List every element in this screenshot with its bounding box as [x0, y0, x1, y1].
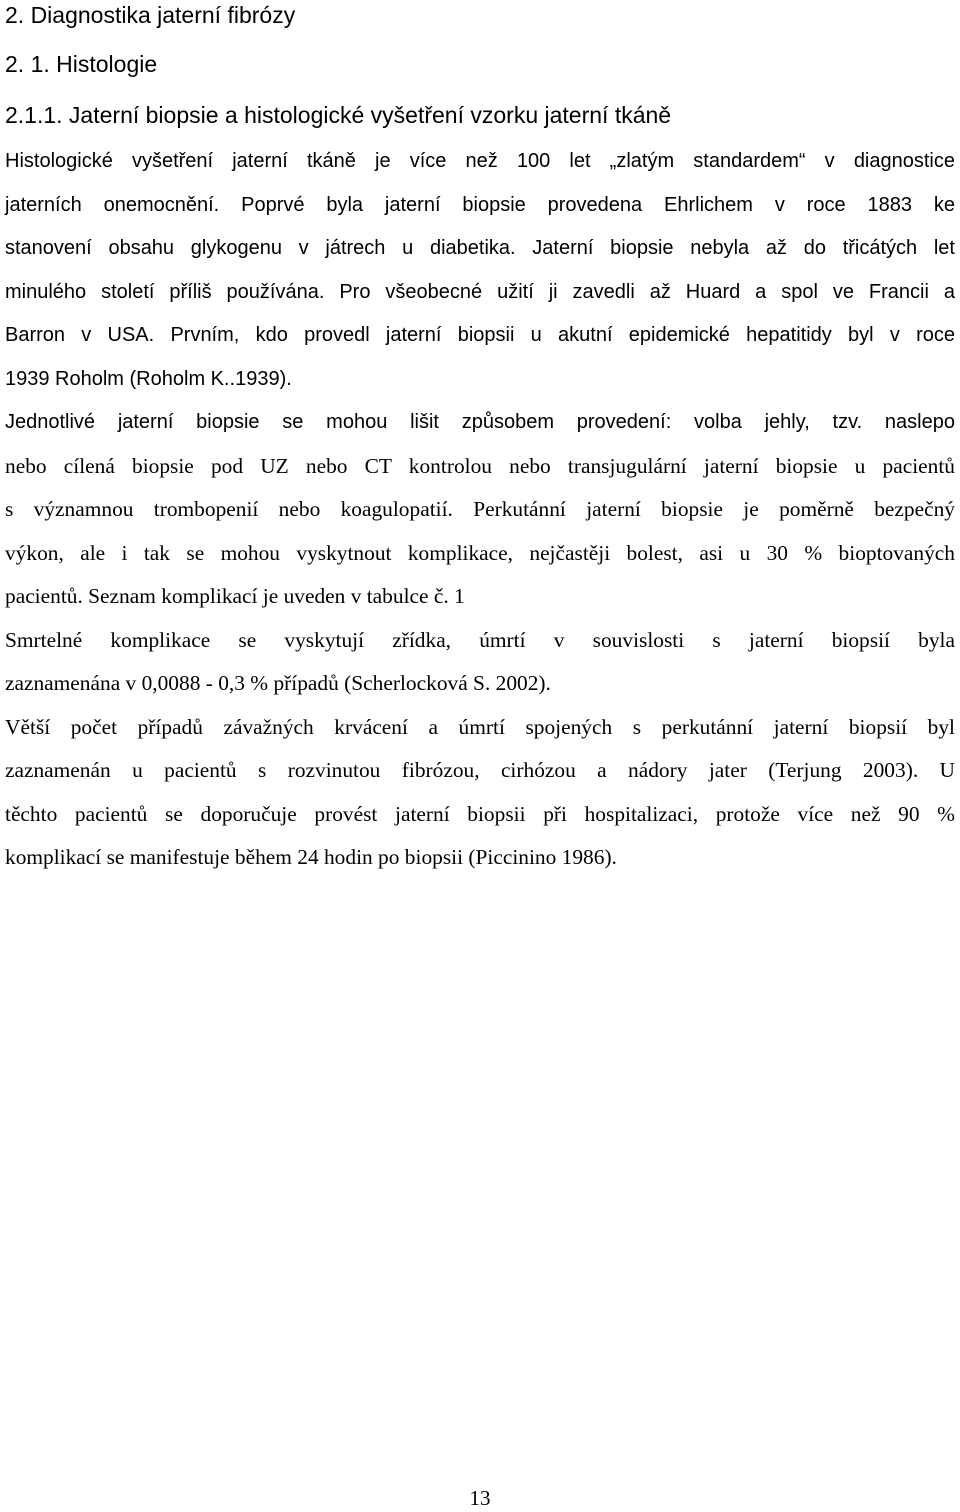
text-line: nebo cílená biopsie pod UZ nebo CT kontrolou nebo transjugulární jaterní biopsie u pacientů	[5, 453, 955, 478]
text-line: minulého století příliš používána. Pro všeobecné užití ji zavedli až Huard a spol ve Francii a	[5, 280, 955, 303]
text-line: Barron v USA. Prvním, kdo provedl jaterní biopsii u akutní epidemické hepatitidy byl v roce	[5, 324, 955, 346]
text-line: zaznamenán u pacientů s rozvinutou fibrózou, cirhózou a nádory jater (Terjung 2003). U	[5, 758, 955, 782]
section-heading: 2. 1. Histologie	[5, 51, 158, 77]
text-line: Jednotlivé jaterní biopsie se mohou lišit způsobem provedení: volba jehly, tzv. naslepo	[5, 411, 955, 433]
text-line: jaterních onemocnění. Poprvé byla jaterní biopsie provedena Ehrlichem v roce 1883 ke	[5, 193, 955, 216]
text-line: 1939 Roholm (Roholm K..1939).	[5, 367, 292, 390]
text-line: Histologické vyšetření jaterní tkáně je více než 100 let „zlatým standardem“ v diagnostice	[5, 150, 955, 172]
page-number: 13	[469, 1486, 491, 1510]
text-line: Větší počet případů závažných krvácení a úmrtí spojených s perkutánní jaterní biopsií byl	[5, 714, 955, 739]
text-line: s významnou trombopenií nebo koagulopatií. Perkutánní jaterní biopsie je poměrně bezpečný	[5, 497, 955, 521]
text-line: stanovení obsahu glykogenu v játrech u diabetika. Jaterní biopsie nebyla až do třicátých let	[5, 237, 955, 259]
text-line: pacientů. Seznam komplikací je uveden v tabulce č. 1	[5, 584, 465, 608]
body-text	[5, 146, 955, 886]
text-line: zaznamenána v 0,0088 - 0,3 % případů (Scherlocková S. 2002).	[5, 671, 551, 695]
subsection-heading: 2.1.1. Jaterní biopsie a histologické vyšetření vzorku jaterní tkáně	[5, 102, 672, 128]
chapter-heading: 2. Diagnostika jaterní fibrózy	[5, 2, 296, 28]
text-line: komplikací se manifestuje během 24 hodin po biopsii (Piccinino 1986).	[5, 845, 617, 869]
text-line: těchto pacientů se doporučuje provést jaterní biopsii při hospitalizaci, protože více než 90 %	[5, 801, 955, 826]
text-line: Smrtelné komplikace se vyskytují zřídka, úmrtí v souvislosti s jaterní biopsií byla	[5, 627, 955, 652]
text-line: výkon, ale i tak se mohou vyskytnout komplikace, nejčastěji bolest, asi u 30 % bioptovaných	[5, 540, 955, 565]
